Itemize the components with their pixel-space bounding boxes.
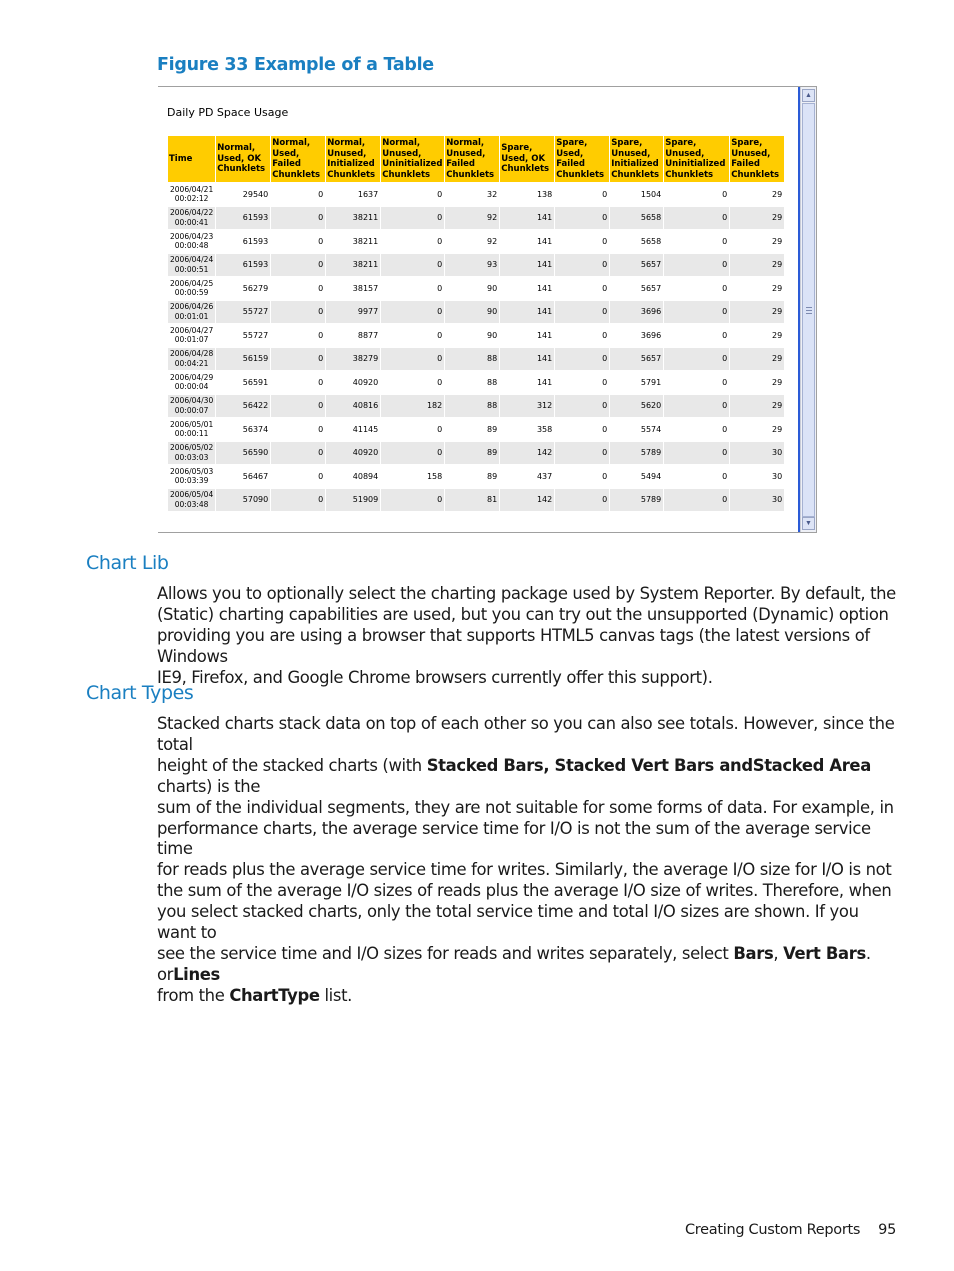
text-line: sum of the individual segments, they are not suitable for some forms of data. For example, in (157, 797, 894, 817)
value-cell: 30 (730, 465, 784, 488)
time-cell: 2006/04/22 00:00:41 (168, 207, 215, 230)
value-cell: 0 (381, 418, 444, 441)
value-cell: 0 (271, 324, 325, 347)
value-cell: 5791 (610, 371, 663, 394)
text-line: Stacked charts stack data on top of each other so you can also see totals. However, since the total (157, 714, 895, 754)
table-row (168, 442, 784, 465)
value-cell: 38279 (326, 348, 380, 371)
scroll-down-arrow-icon[interactable]: ▼ (802, 517, 815, 530)
value-cell: 40816 (326, 395, 380, 418)
table-row (168, 230, 784, 253)
value-cell: 141 (500, 207, 554, 230)
page-number: 95 (878, 1222, 896, 1238)
value-cell: 0 (664, 254, 729, 277)
value-cell: 0 (381, 442, 444, 465)
value-cell: 0 (664, 324, 729, 347)
value-cell: 81 (445, 489, 499, 512)
value-cell: 29 (730, 324, 784, 347)
bold-term: Stacked Bars, Stacked Vert Bars andStacked Area (426, 755, 871, 775)
time-cell: 2006/04/25 00:00:59 (168, 277, 215, 300)
value-cell: 55727 (216, 324, 270, 347)
column-header: Spare, Unused, Uninitialized Chunklets (664, 136, 729, 182)
value-cell: 0 (271, 418, 325, 441)
value-cell: 0 (271, 348, 325, 371)
value-cell: 51909 (326, 489, 380, 512)
value-cell: 0 (664, 489, 729, 512)
report-title: Daily PD Space Usage (167, 106, 289, 119)
value-cell: 56590 (216, 442, 270, 465)
value-cell: 29 (730, 277, 784, 300)
text-line: performance charts, the average service time for I/O is not the sum of the average service time (157, 818, 871, 859)
table-row (168, 418, 784, 441)
value-cell: 3696 (610, 324, 663, 347)
scroll-thumb[interactable] (802, 103, 815, 517)
value-cell: 30 (730, 489, 784, 512)
value-cell: 141 (500, 230, 554, 253)
value-cell: 182 (381, 395, 444, 418)
value-cell: 88 (445, 371, 499, 394)
value-cell: 138 (500, 183, 554, 206)
value-cell: 1637 (326, 183, 380, 206)
time-cell: 2006/04/23 00:00:48 (168, 230, 215, 253)
value-cell: 89 (445, 442, 499, 465)
value-cell: 38211 (326, 254, 380, 277)
table-row (168, 489, 784, 512)
value-cell: 141 (500, 301, 554, 324)
value-cell: 0 (555, 489, 609, 512)
value-cell: 0 (664, 465, 729, 488)
value-cell: 142 (500, 489, 554, 512)
time-cell: 2006/04/29 00:00:04 (168, 371, 215, 394)
value-cell: 56422 (216, 395, 270, 418)
value-cell: 61593 (216, 207, 270, 230)
value-cell: 0 (664, 301, 729, 324)
text-run: charts) is the (157, 776, 261, 796)
value-cell: 0 (664, 207, 729, 230)
time-cell: 2006/04/26 00:01:01 (168, 301, 215, 324)
value-cell: 29 (730, 418, 784, 441)
value-cell: 92 (445, 230, 499, 253)
value-cell: 0 (271, 183, 325, 206)
value-cell: 141 (500, 254, 554, 277)
table-row (168, 301, 784, 324)
table-row (168, 465, 784, 488)
column-header: Spare, Used, Failed Chunklets (555, 136, 609, 182)
column-header: Spare, Unused, Initialized Chunklets (610, 136, 663, 182)
value-cell: 0 (664, 348, 729, 371)
time-cell: 2006/04/28 00:04:21 (168, 348, 215, 371)
time-cell: 2006/04/27 00:01:07 (168, 324, 215, 347)
value-cell: 0 (555, 465, 609, 488)
table-body (168, 183, 784, 511)
column-header: Time (168, 136, 215, 182)
value-cell: 0 (555, 183, 609, 206)
table-header (168, 136, 784, 182)
table-row (168, 277, 784, 300)
value-cell: 0 (271, 442, 325, 465)
value-cell: 0 (555, 442, 609, 465)
value-cell: 88 (445, 348, 499, 371)
text-run: . or (157, 943, 871, 984)
value-cell: 29 (730, 301, 784, 324)
value-cell: 57090 (216, 489, 270, 512)
text-line: IE9, Firefox, and Google Chrome browsers currently offer this support). (157, 667, 713, 687)
pd-space-table (167, 135, 785, 512)
value-cell: 8877 (326, 324, 380, 347)
value-cell: 56591 (216, 371, 270, 394)
column-header: Normal, Unused, Uninitialized Chunklets (381, 136, 444, 182)
text-line: you select stacked charts, only the total service time and total I/O sizes are shown. If you want to (157, 902, 859, 943)
time-cell: 2006/04/21 00:02:12 (168, 183, 215, 206)
column-header: Spare, Used, OK Chunklets (500, 136, 554, 182)
value-cell: 0 (664, 277, 729, 300)
text-run: list. (319, 985, 353, 1005)
value-cell: 56467 (216, 465, 270, 488)
grip-line (806, 307, 812, 308)
value-cell: 61593 (216, 254, 270, 277)
grip-line (806, 313, 812, 314)
text-run: see the service time and I/O sizes for reads and writes separately, select (157, 943, 734, 963)
value-cell: 0 (271, 277, 325, 300)
bold-term: Vert Bars (783, 943, 866, 963)
value-cell: 0 (271, 254, 325, 277)
value-cell: 0 (271, 465, 325, 488)
table-row (168, 371, 784, 394)
value-cell: 0 (555, 395, 609, 418)
text-line: providing you are using a browser that supports HTML5 canvas tags (the latest versions of Windows (157, 625, 870, 666)
time-cell: 2006/04/24 00:00:51 (168, 254, 215, 277)
time-cell: 2006/05/03 00:03:39 (168, 465, 215, 488)
value-cell: 92 (445, 207, 499, 230)
table-row (168, 395, 784, 418)
table-row (168, 254, 784, 277)
value-cell: 1504 (610, 183, 663, 206)
text-run: , (773, 943, 784, 963)
value-cell: 0 (271, 230, 325, 253)
value-cell: 0 (381, 230, 444, 253)
value-cell: 358 (500, 418, 554, 441)
value-cell: 5574 (610, 418, 663, 441)
time-cell: 2006/04/30 00:00:07 (168, 395, 215, 418)
chart-lib-paragraph (157, 584, 902, 689)
column-header: Normal, Unused, Failed Chunklets (445, 136, 499, 182)
value-cell: 3696 (610, 301, 663, 324)
value-cell: 0 (271, 395, 325, 418)
value-cell: 40920 (326, 371, 380, 394)
value-cell: 0 (271, 489, 325, 512)
value-cell: 0 (271, 301, 325, 324)
text-line: Allows you to optionally select the charting package used by System Reporter. By default, the (157, 584, 896, 603)
value-cell: 88 (445, 395, 499, 418)
value-cell: 5789 (610, 442, 663, 465)
column-header: Spare, Unused, Failed Chunklets (730, 136, 784, 182)
text-line: (Static) charting capabilities are used, but you can try out the unsupported (Dynamic) option (157, 604, 889, 624)
value-cell: 89 (445, 465, 499, 488)
value-cell: 5789 (610, 489, 663, 512)
value-cell: 5658 (610, 207, 663, 230)
value-cell: 0 (664, 183, 729, 206)
value-cell: 30 (730, 442, 784, 465)
value-cell: 0 (664, 442, 729, 465)
value-cell: 0 (381, 489, 444, 512)
value-cell: 29540 (216, 183, 270, 206)
value-cell: 0 (271, 371, 325, 394)
value-cell: 29 (730, 207, 784, 230)
time-cell: 2006/05/01 00:00:11 (168, 418, 215, 441)
value-cell: 312 (500, 395, 554, 418)
value-cell: 0 (555, 324, 609, 347)
column-header: Normal, Used, Failed Chunklets (271, 136, 325, 182)
text-line: the sum of the average I/O sizes of reads plus the average I/O size of writes. Therefore, when (157, 881, 892, 901)
value-cell: 0 (381, 324, 444, 347)
value-cell: 89 (445, 418, 499, 441)
chart-types-paragraph (157, 714, 902, 1007)
text-line: for reads plus the average service time for writes. Similarly, the average I/O size for I/O is not (157, 860, 892, 880)
value-cell: 0 (271, 207, 325, 230)
value-cell: 0 (381, 207, 444, 230)
column-header: Normal, Used, OK Chunklets (216, 136, 270, 182)
value-cell: 0 (381, 183, 444, 206)
value-cell: 93 (445, 254, 499, 277)
scroll-up-arrow-icon[interactable]: ▲ (802, 89, 815, 102)
value-cell: 41145 (326, 418, 380, 441)
value-cell: 40920 (326, 442, 380, 465)
value-cell: 0 (381, 301, 444, 324)
value-cell: 56279 (216, 277, 270, 300)
column-header: Normal, Unused, Initialized Chunklets (326, 136, 380, 182)
text-run: height of the stacked charts (with (157, 755, 427, 775)
value-cell: 0 (555, 371, 609, 394)
bold-term: ChartType (229, 985, 320, 1005)
page-footer (685, 1222, 896, 1238)
text-run: from the (157, 985, 230, 1005)
value-cell: 61593 (216, 230, 270, 253)
value-cell: 38211 (326, 230, 380, 253)
value-cell: 141 (500, 371, 554, 394)
value-cell: 0 (555, 418, 609, 441)
value-cell: 29 (730, 254, 784, 277)
value-cell: 141 (500, 348, 554, 371)
section-heading-chart-types: Chart Types (86, 682, 194, 704)
value-cell: 29 (730, 348, 784, 371)
value-cell: 56374 (216, 418, 270, 441)
value-cell: 5657 (610, 277, 663, 300)
time-cell: 2006/05/04 00:03:48 (168, 489, 215, 512)
value-cell: 90 (445, 277, 499, 300)
value-cell: 0 (664, 230, 729, 253)
value-cell: 142 (500, 442, 554, 465)
value-cell: 29 (730, 371, 784, 394)
value-cell: 0 (381, 348, 444, 371)
table-screenshot (158, 86, 817, 533)
value-cell: 5657 (610, 254, 663, 277)
value-cell: 29 (730, 230, 784, 253)
value-cell: 158 (381, 465, 444, 488)
value-cell: 437 (500, 465, 554, 488)
bold-term: Lines (173, 964, 220, 984)
value-cell: 29 (730, 395, 784, 418)
value-cell: 0 (555, 254, 609, 277)
value-cell: 9977 (326, 301, 380, 324)
section-heading-chart-lib: Chart Lib (86, 552, 169, 574)
vertical-scrollbar[interactable] (800, 87, 816, 532)
table-row (168, 207, 784, 230)
figure-caption: Figure 33 Example of a Table (157, 55, 434, 75)
value-cell: 141 (500, 324, 554, 347)
value-cell: 0 (555, 348, 609, 371)
value-cell: 29 (730, 183, 784, 206)
table-row (168, 348, 784, 371)
value-cell: 0 (555, 277, 609, 300)
value-cell: 0 (664, 371, 729, 394)
value-cell: 5657 (610, 348, 663, 371)
time-cell: 2006/05/02 00:03:03 (168, 442, 215, 465)
value-cell: 55727 (216, 301, 270, 324)
value-cell: 90 (445, 301, 499, 324)
bold-term: Bars (733, 943, 774, 963)
value-cell: 0 (555, 301, 609, 324)
value-cell: 0 (381, 254, 444, 277)
value-cell: 0 (381, 371, 444, 394)
value-cell: 38211 (326, 207, 380, 230)
table-row (168, 324, 784, 347)
value-cell: 40894 (326, 465, 380, 488)
value-cell: 0 (555, 207, 609, 230)
value-cell: 141 (500, 277, 554, 300)
value-cell: 90 (445, 324, 499, 347)
value-cell: 0 (555, 230, 609, 253)
footer-title: Creating Custom Reports (684, 1222, 861, 1238)
value-cell: 32 (445, 183, 499, 206)
value-cell: 5494 (610, 465, 663, 488)
table-row (168, 183, 784, 206)
value-cell: 5620 (610, 395, 663, 418)
value-cell: 56159 (216, 348, 270, 371)
value-cell: 38157 (326, 277, 380, 300)
value-cell: 0 (381, 277, 444, 300)
value-cell: 5658 (610, 230, 663, 253)
grip-line (806, 310, 812, 311)
value-cell: 0 (664, 395, 729, 418)
value-cell: 0 (664, 418, 729, 441)
